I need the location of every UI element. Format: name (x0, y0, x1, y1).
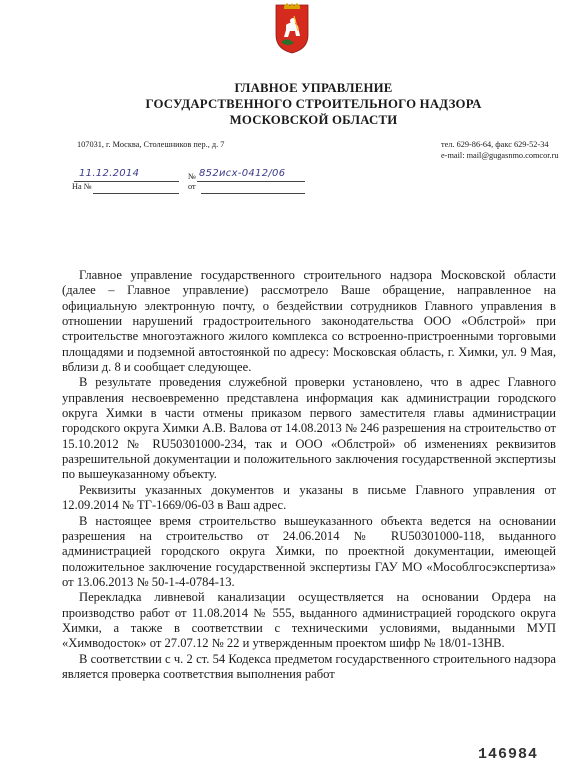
paragraph-3: Реквизиты указанных документов и указаны в письме Главного управления от 12.09.2014 № ТГ-1669/06-03 в Ваш адрес. (62, 482, 556, 513)
letter-body (62, 268, 556, 682)
org-line-1: ГЛАВНОЕ УПРАВЛЕНИЕ (234, 81, 393, 95)
handwritten-date: 11.12.2014 (79, 168, 140, 179)
org-line-3: МОСКОВСКОЙ ОБЛАСТИ (229, 113, 398, 127)
phone-fax: тел. 629-86-64, факс 629-52-34 (441, 140, 549, 149)
na-underline (93, 193, 179, 194)
paragraph-5: Перекладка ливневой канализации осуществляется на основании Ордера на производство работ от 11.08.2014 № 555, выданного администрацией городского округа Химки, а также в соответствии с техническими условиями, выданными МУП «Химводосток» от 27.07.12 № 22 и утвержденным проектом шифр № 18/01-13НВ. (62, 590, 556, 651)
paragraph-2: В результате проведения служебной проверки установлено, что в адрес Главного управления несвоевременно представлена информация как администрации городского округа Химки в части отмены приказом первого заместителя главы администрации городского округа Химки А.В. Валова от 14.08.2013 № 246 разрешения на строительство от 15.10.2012 № RU50301000-234, так и ООО «Облстрой» об изменениях реквизитов разрешительной документации и положительного заключения государственной экспертизы по вышеуказанному объекту. (62, 375, 556, 482)
coat-of-arms-icon (274, 3, 310, 55)
address: 107031, г. Москва, Столешников пер., д. 7 (77, 140, 225, 149)
serial-number-stamp: 146984 (478, 746, 539, 763)
na-label: На № (72, 182, 92, 191)
contacts (441, 140, 559, 161)
org-line-2: ГОСУДАРСТВЕННОГО СТРОИТЕЛЬНОГО НАДЗОРА (145, 97, 482, 111)
number-underline (197, 181, 305, 182)
paragraph-4: В настоящее время строительство вышеуказанного объекта ведется на основании разрешения на строительство от 24.06.2014 № RU50301000-118, выданного администрацией городского округа Химки, по проектной документации, имеющей положительное заключение государственной экспертизы ГАУ МО «Мособлгосэкспертиза» от 13.06.2013 № 50-1-4-0784-13. (62, 513, 556, 589)
handwritten-number: 852исх-0412/06 (199, 168, 286, 179)
paragraph-6: В соответствии с ч. 2 ст. 54 Кодекса предметом государственного строительного надзора является проверка соответствия выполнения работ (62, 651, 556, 681)
paragraph-1: Главное управление государственного строительного надзора Московской области (далее – Главное управление) рассмотрело Ваше обращение, направленное на официальную электронную почту, о бездействии сотрудников Главного управления в отношении нарушений градостроительного законодательства ООО «Облстрой» при строительстве многоэтажного жилого комплекса со встроенно-пристроенными торговыми площадями и подземной автостоянкой по адресу: Московская область, г. Химки, ул. 9 Мая, вблизи д. 8 и сообщает следующее. (62, 268, 556, 375)
organization-name (0, 80, 567, 128)
ot-label: от (188, 182, 196, 191)
number-prefix: № (188, 172, 196, 181)
ot-underline (201, 193, 305, 194)
email: e-mail: mail@gugasnmo.comcor.ru (441, 150, 559, 160)
